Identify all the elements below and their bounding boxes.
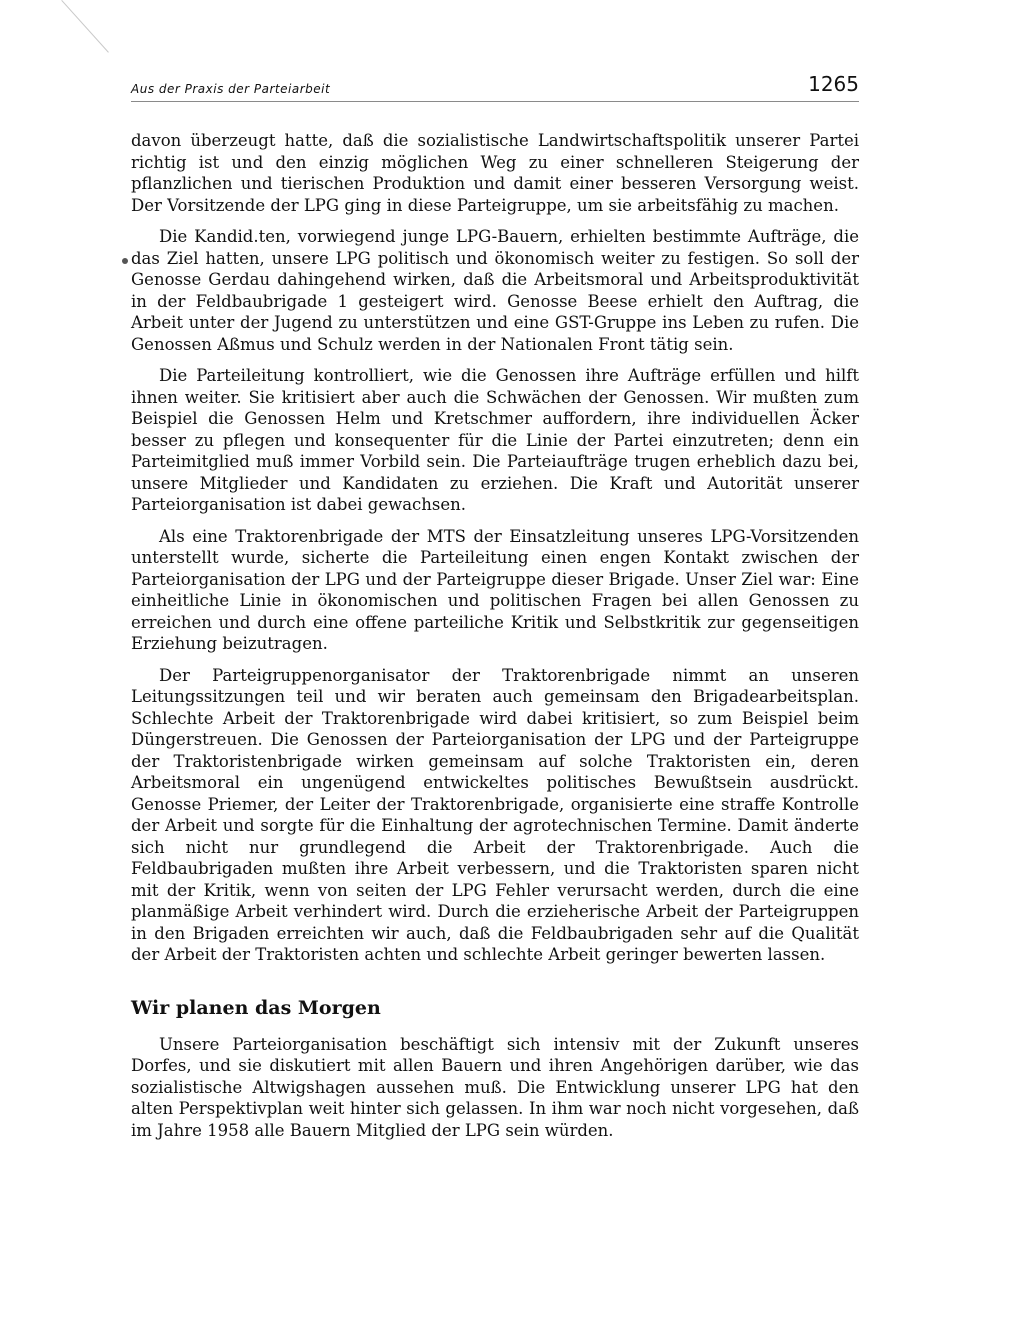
paragraph-2: Die Kandid.ten, vorwiegend junge LPG-Bauern, erhielten bestimmte Aufträge, die das Ziel hatten, unsere LPG politisch und ökonomisch weiter zu festigen. So soll der Genosse Gerdau dahingehend wirken, daß die Arbeitsmoral und Arbeitsproduktivität in der Feldbaubrigade 1 gesteigert wird. Genosse Beese erhielt den Auftrag, die Arbeit unter der Jugend zu unterstützen und eine GST-Gruppe ins Leben zu rufen. Die Genossen Aßmus und Schulz werden in der Nationalen Front tätig sein. [131, 227, 859, 354]
body-text [131, 130, 859, 1151]
paragraph-3: Die Parteileitung kontrolliert, wie die Genossen ihre Aufträge erfüllen und hilft ihnen weiter. Sie kritisiert aber auch die Schwächen der Genossen. Wir mußten zum Beispiel die Genossen Helm und Kretschmer auffordern, ihre individuellen Äcker besser zu pflegen und konsequenter für die Linie der Partei einzutreten; denn ein Parteimitglied muß immer Vorbild sein. Die Parteiaufträge trugen erheblich dazu bei, unsere Mitglieder und Kandidaten zu erziehen. Die Kraft und Autorität unserer Parteiorganisation ist dabei gewachsen. [131, 366, 859, 514]
page-number: 1265 [808, 72, 859, 96]
paragraph-5: Der Parteigruppenorganisator der Traktorenbrigade nimmt an unseren Leitungssitzungen teil und wir beraten auch gemeinsam den Brigadearbeitsplan. Schlechte Arbeit der Traktorenbrigade wird dabei kritisiert, so zum Beispiel beim Düngerstreuen. Die Genossen der Parteiorganisation der LPG und der Parteigruppe der Traktoristenbrigade wirken gemeinsam auf solche Traktoristen ein, deren Arbeitsmoral ein ungenügend entwickeltes politisches Bewußtsein ausdrückt. Genosse Priemer, der Leiter der Traktorenbrigade, organisierte eine straffe Kontrolle der Arbeit und sorgte für die Einhaltung der agrotechnischen Termine. Damit änderte sich nicht nur grundlegend die Arbeit der Traktorenbrigade. Auch die Feldbaubrigaden mußten ihre Arbeit verbessern, und die Traktoristen sparen nicht mit der Kritik, wenn von seiten der LPG Fehler verursacht werden, durch die eine planmäßige Arbeit verhindert wird. Durch die erzieherische Arbeit der Parteigruppen in den Brigaden erreichten wir auch, daß die Feldbaubrigaden sehr auf die Qualität der Arbeit der Traktoristen achten und schlechte Arbeit geringer bewerten lassen. [131, 665, 859, 964]
header-rule [131, 101, 859, 102]
section-heading: Wir planen das Morgen [131, 996, 381, 1019]
corner-scan-mark [61, 0, 109, 53]
running-header [131, 72, 859, 102]
margin-mark [122, 258, 128, 264]
section-paragraph: Unsere Parteiorganisation beschäftigt sich intensiv mit der Zukunft unseres Dorfes, und sie diskutiert mit allen Bauern und ihren Angehörigen darüber, wie das sozialistische Altwigshagen aussehen muß. Die Entwicklung unserer LPG hat den alten Perspektivplan weit hinter sich gelassen. In ihm war noch nicht vorgesehen, daß im Jahre 1958 alle Bauern Mitglied der LPG sein würden. [131, 1034, 859, 1140]
paragraph-1: davon überzeugt hatte, daß die sozialistische Landwirtschaftspolitik unserer Partei richtig ist und den einzig möglichen Weg zu einer schnelleren Steigerung der pflanzlichen und tierischen Produktion und damit einer besseren Versorgung weist. Der Vorsitzende der LPG ging in diese Parteigruppe, um sie arbeitsfähig zu machen. [131, 131, 859, 215]
paragraph-4: Als eine Traktorenbrigade der MTS der Einsatzleitung unseres LPG-Vorsitzenden unterstellt wurde, sicherte die Parteileitung einen engen Kontakt zwischen der Parteiorganisation der LPG und der Parteigruppe dieser Brigade. Unser Ziel war: Eine einheitliche Linie in ökonomischen und politischen Fragen bei allen Genossen zu erreichen und durch eine offene parteiliche Kritik und Selbstkritik zur gegenseitigen Erziehung beizutragen. [131, 526, 859, 653]
running-title: Aus der Praxis der Parteiarbeit [131, 82, 331, 96]
